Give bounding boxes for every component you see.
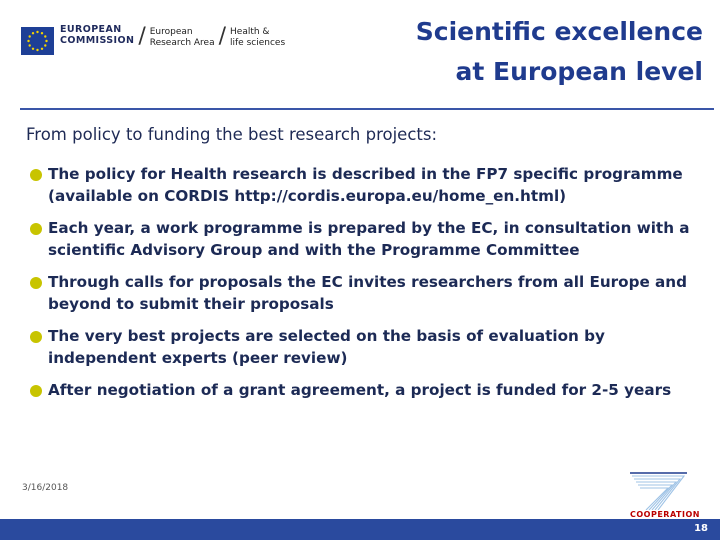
slide-title-line1: Scientific excellence (415, 17, 703, 46)
footer-bar (0, 519, 720, 540)
health-label-line2: life sciences (230, 37, 286, 48)
bullet-list (28, 163, 708, 411)
fp7-seven-icon (624, 470, 694, 510)
list-item (28, 379, 708, 401)
intro-text: From policy to funding the best research projects: (26, 125, 438, 144)
ec-name (60, 24, 134, 46)
slide-header (0, 0, 720, 112)
separator-slash: / (218, 24, 227, 49)
bullet-text: Through calls for proposals the EC invites researchers from all Europe and beyond to submit their proposals (48, 273, 687, 313)
ec-name-line1: EUROPEAN (60, 24, 122, 35)
slide-title-line2: at European level (455, 57, 703, 86)
health-label (230, 27, 285, 48)
era-label-line1: European (149, 27, 193, 37)
bullet-dot-icon (30, 223, 42, 235)
list-item (28, 271, 708, 315)
bullet-dot-icon (30, 277, 42, 289)
list-item (28, 217, 708, 261)
ec-logo (21, 24, 285, 58)
bullet-text: Each year, a work programme is prepared by the EC, in consultation with a scientific Advisory Group and with the Programme Committee (48, 219, 690, 259)
cooperation-label: COOPERATION (630, 510, 700, 519)
era-label (150, 27, 215, 48)
list-item (28, 325, 708, 369)
bullet-dot-icon (30, 331, 42, 343)
page-number: 18 (694, 523, 708, 534)
eu-flag-icon (21, 27, 54, 55)
cooperation-logo (624, 470, 700, 520)
bullet-text: The policy for Health research is described in the FP7 specific programme (available on CORDIS http://cordis.europa.eu/home_en.html) (48, 165, 683, 205)
slide-title (416, 12, 703, 92)
bullet-text: After negotiation of a grant agreement, a project is funded for 2-5 years (48, 381, 672, 399)
era-label-line2: Research Area (149, 37, 215, 48)
bullet-dot-icon (30, 169, 42, 181)
header-divider (20, 108, 714, 110)
slide-date: 3/16/2018 (22, 483, 69, 493)
health-label-line1: Health & (230, 27, 270, 37)
bullet-text: The very best projects are selected on the basis of evaluation by independent experts (peer review) (48, 327, 605, 367)
list-item (28, 163, 708, 207)
bullet-dot-icon (30, 385, 42, 397)
ec-name-line2: COMMISSION (60, 35, 135, 46)
separator-slash: / (138, 24, 146, 49)
